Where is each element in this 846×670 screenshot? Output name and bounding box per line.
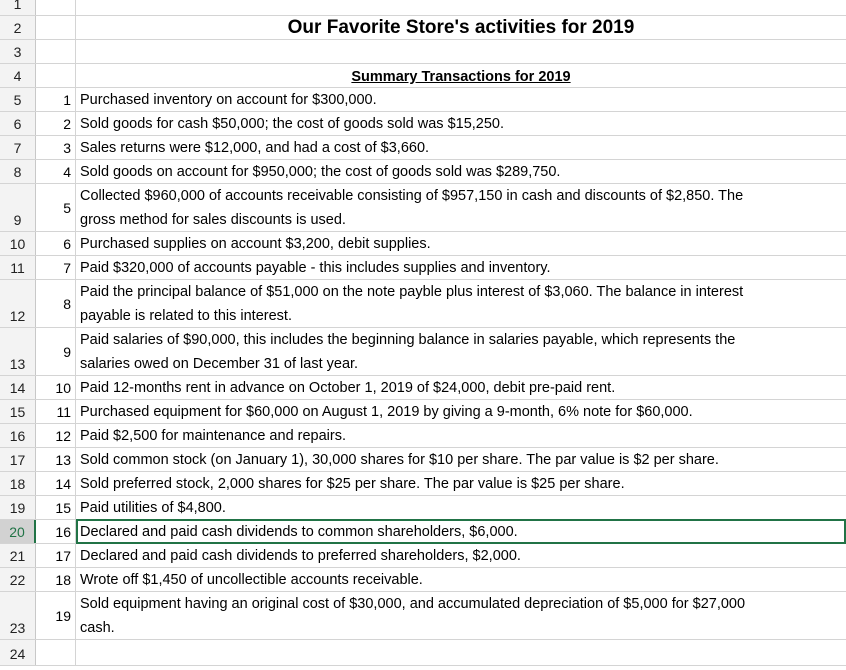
transaction-line: Paid salaries of $90,000, this includes the beginning balance in salaries payable, which represents the (80, 331, 736, 348)
section-subtitle: Summary Transactions for 2019 (351, 69, 571, 85)
transaction-description[interactable] (78, 88, 846, 111)
transaction-line: Paid $2,500 for maintenance and repairs. (80, 428, 347, 444)
row-header[interactable]: 23 (0, 592, 36, 639)
transaction-line: Sales returns were $12,000, and had a cost of $3,660. (80, 140, 430, 156)
transaction-number[interactable]: 10 (36, 376, 76, 399)
transaction-description[interactable] (78, 136, 846, 159)
transaction-line: Declared and paid cash dividends to preferred shareholders, $2,000. (80, 548, 521, 564)
transaction-number[interactable]: 17 (36, 544, 76, 567)
sheet-row[interactable] (0, 136, 846, 160)
transaction-description[interactable] (78, 328, 846, 375)
transaction-line: Sold common stock (on January 1), 30,000 shares for $10 per share. The par value is $2 per share. (80, 452, 719, 468)
row-header[interactable]: 24 (0, 640, 36, 665)
sheet-row[interactable] (0, 112, 846, 136)
transaction-number[interactable]: 14 (36, 472, 76, 495)
transaction-number[interactable]: 19 (36, 592, 76, 639)
transaction-description[interactable] (78, 400, 846, 423)
transaction-number[interactable]: 1 (36, 88, 76, 111)
transaction-line: Purchased inventory on account for $300,000. (80, 92, 377, 108)
row-header[interactable]: 22 (0, 568, 36, 591)
transaction-line: Wrote off $1,450 of uncollectible accounts receivable. (80, 572, 423, 588)
transaction-description[interactable] (78, 544, 846, 567)
transaction-description[interactable] (78, 472, 846, 495)
transaction-number[interactable]: 15 (36, 496, 76, 519)
transaction-description[interactable] (78, 568, 846, 591)
sheet-row[interactable] (0, 424, 846, 448)
transaction-description[interactable] (78, 424, 846, 447)
row-header[interactable]: 9 (0, 184, 36, 231)
row-header[interactable]: 17 (0, 448, 36, 471)
sheet-row[interactable] (0, 496, 846, 520)
sheet-row[interactable] (0, 640, 846, 666)
sheet-row[interactable] (0, 0, 846, 16)
row-header[interactable]: 21 (0, 544, 36, 567)
sheet-row[interactable] (0, 328, 846, 376)
transaction-number[interactable]: 3 (36, 136, 76, 159)
transaction-line: Declared and paid cash dividends to common shareholders, $6,000. (80, 524, 518, 540)
transaction-number[interactable]: 5 (36, 184, 76, 231)
sheet-row[interactable] (0, 40, 846, 64)
sheet-row[interactable] (0, 400, 846, 424)
row-header[interactable]: 10 (0, 232, 36, 255)
transaction-line: Paid the principal balance of $51,000 on the note payble plus interest of $3,060. The balance in interest (80, 283, 744, 300)
transaction-line: gross method for sales discounts is used. (80, 211, 346, 228)
row-header[interactable]: 14 (0, 376, 36, 399)
transaction-number[interactable]: 4 (36, 160, 76, 183)
row-header[interactable]: 19 (0, 496, 36, 519)
transaction-description[interactable] (78, 160, 846, 183)
transaction-description[interactable] (78, 448, 846, 471)
transaction-line: Purchased supplies on account $3,200, debit supplies. (80, 236, 431, 252)
sheet-row[interactable] (0, 592, 846, 640)
transaction-line: cash. (80, 619, 115, 636)
row-header[interactable]: 20 (0, 520, 36, 543)
transaction-number[interactable]: 18 (36, 568, 76, 591)
transaction-line: Sold equipment having an original cost of $30,000, and accumulated depreciation of $5,000 for $27,000 (80, 595, 746, 612)
sheet-row[interactable] (0, 16, 846, 40)
empty-cell[interactable] (36, 64, 76, 87)
sheet-row[interactable] (0, 280, 846, 328)
transaction-description[interactable] (78, 376, 846, 399)
row-header[interactable]: 7 (0, 136, 36, 159)
transaction-number[interactable]: 9 (36, 328, 76, 375)
empty-cell[interactable] (36, 16, 76, 39)
transaction-description[interactable] (78, 280, 846, 327)
transaction-number[interactable]: 16 (36, 520, 76, 543)
transaction-line: Purchased equipment for $60,000 on August 1, 2019 by giving a 9-month, 6% note for $60,000. (80, 404, 693, 420)
transaction-line: Sold goods for cash $50,000; the cost of goods sold was $15,250. (80, 116, 505, 132)
transaction-number[interactable]: 13 (36, 448, 76, 471)
row-header[interactable]: 2 (0, 16, 36, 39)
transaction-number[interactable]: 2 (36, 112, 76, 135)
sheet-row[interactable] (0, 160, 846, 184)
row-header[interactable]: 6 (0, 112, 36, 135)
empty-cell[interactable] (36, 0, 76, 15)
transaction-line: Collected $960,000 of accounts receivable consisting of $957,150 in cash and discounts of $2,850. The (80, 187, 744, 204)
transaction-line: Paid utilities of $4,800. (80, 500, 226, 516)
transaction-line: Sold goods on account for $950,000; the cost of goods sold was $289,750. (80, 164, 561, 180)
sheet-row[interactable] (0, 64, 846, 88)
sheet-row[interactable] (0, 520, 846, 544)
row-header[interactable]: 16 (0, 424, 36, 447)
transaction-line: payable is related to this interest. (80, 307, 292, 324)
row-header[interactable]: 5 (0, 88, 36, 111)
transaction-number[interactable]: 7 (36, 256, 76, 279)
sheet-row[interactable] (0, 88, 846, 112)
sheet-row[interactable] (0, 232, 846, 256)
sheet-row[interactable] (0, 256, 846, 280)
row-header[interactable]: 12 (0, 280, 36, 327)
sheet-row[interactable] (0, 448, 846, 472)
row-header[interactable]: 4 (0, 64, 36, 87)
empty-cell[interactable] (36, 640, 76, 665)
page-title: Our Favorite Store's activities for 2019 (287, 16, 635, 38)
transaction-description[interactable] (78, 232, 846, 255)
transaction-description[interactable] (78, 496, 846, 519)
row-header[interactable]: 1 (0, 0, 36, 15)
sheet-row[interactable] (0, 376, 846, 400)
row-header[interactable]: 8 (0, 160, 36, 183)
transaction-line: Paid 12-months rent in advance on October 1, 2019 of $24,000, debit pre-paid rent. (80, 380, 616, 396)
transaction-line: salaries owed on December 31 of last year. (80, 355, 359, 372)
transaction-description[interactable] (78, 184, 846, 231)
row-header[interactable]: 11 (0, 256, 36, 279)
transaction-number[interactable]: 11 (36, 400, 76, 423)
transaction-number[interactable]: 12 (36, 424, 76, 447)
transaction-description[interactable] (78, 256, 846, 279)
transaction-number[interactable]: 8 (36, 280, 76, 327)
row-header[interactable]: 3 (0, 40, 36, 63)
transaction-description[interactable] (78, 520, 846, 543)
row-header[interactable]: 13 (0, 328, 36, 375)
sheet-row[interactable] (0, 184, 846, 232)
transaction-description[interactable] (78, 112, 846, 135)
sheet-row[interactable] (0, 472, 846, 496)
sheet-row[interactable] (0, 568, 846, 592)
transaction-line: Paid $320,000 of accounts payable - this includes supplies and inventory. (80, 260, 551, 276)
transaction-description[interactable] (78, 592, 846, 639)
row-header[interactable]: 15 (0, 400, 36, 423)
row-header[interactable]: 18 (0, 472, 36, 495)
transaction-line: Sold preferred stock, 2,000 shares for $25 per share. The par value is $25 per share. (80, 476, 625, 492)
empty-cell[interactable] (36, 40, 76, 63)
transaction-number[interactable]: 6 (36, 232, 76, 255)
sheet-row[interactable] (0, 544, 846, 568)
